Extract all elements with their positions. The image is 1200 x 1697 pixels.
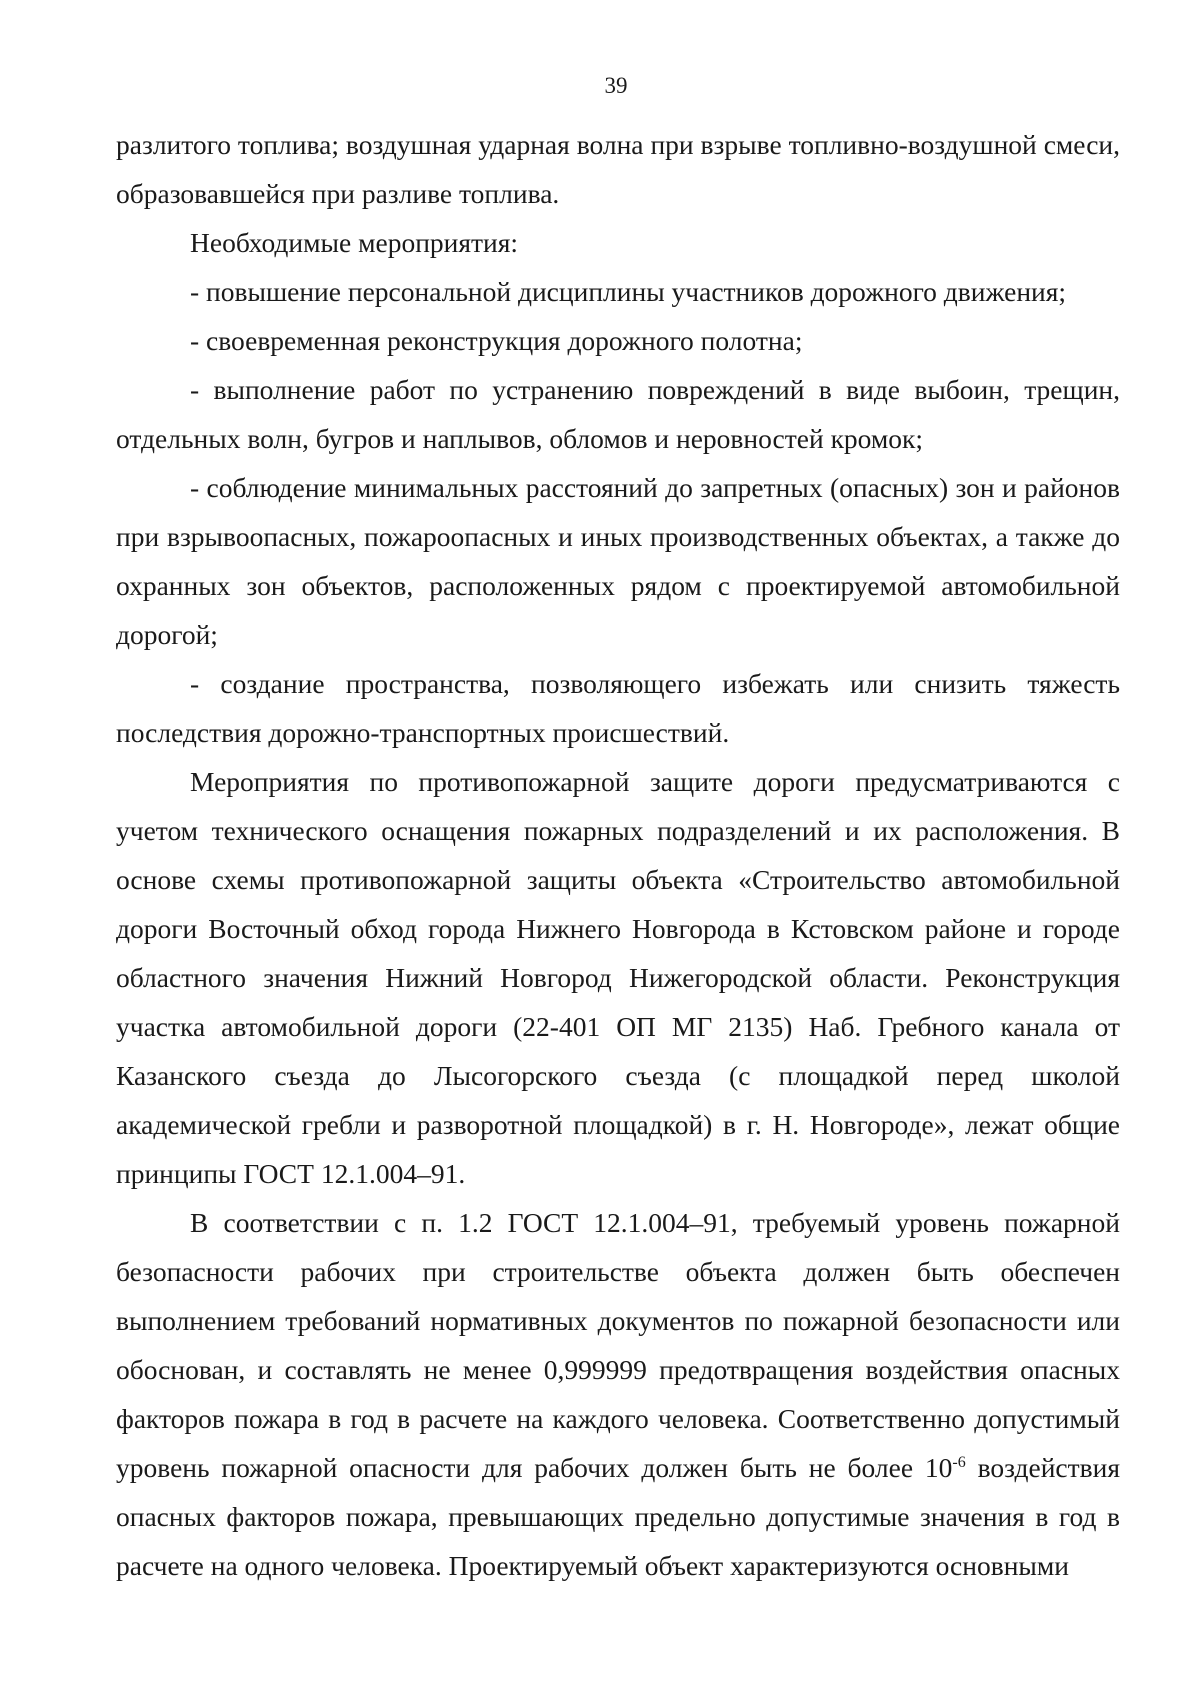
body-text (116, 120, 1120, 1590)
paragraph-continuation: разлитого топлива; воздушная ударная волна при взрыве топливно-воздушной смеси, образовавшейся при разливе топлива. (116, 129, 1120, 209)
list-item-discipline: - повышение персональной дисциплины участников дорожного движения; (190, 276, 1067, 307)
page-number: 39 (604, 73, 628, 98)
list-item-distances: - соблюдение минимальных расстояний до запретных (опасных) зон и районов при взрывоопасных, пожароопасных и иных производственных объектах, а также до охранных зон объектов, расположенных рядом с проектируемой автомобильной дорогой; (116, 472, 1120, 650)
gost-text-part2: воздействия опасных факторов пожара, превышающих предельно допустимые значения в год в расчете на одного человека. Проектируемый объект характеризуются основными (116, 1452, 1120, 1581)
paragraph-fire-protection: Мероприятия по противопожарной защите дороги предусматриваются с учетом технического оснащения пожарных подразделений и их расположения. В основе схемы противопожарной защиты объекта «Строительство автомобильной дороги Восточный обход города Нижнего Новгорода в Кстовском районе и городе областного значения Нижний Новгород Нижегородской области. Реконструкция участка автомобильной дороги (22-401 ОП МГ 2135) Наб. Гребного канала от Казанского съезда до Лысогорского съезда (с площадкой перед школой академической гребли и разворотной площадкой) в г. Н. Новгороде», лежат общие принципы ГОСТ 12.1.004–91. (116, 766, 1120, 1189)
exponent: -6 (952, 1453, 966, 1471)
paragraph-measures-heading: Необходимые мероприятия: (190, 227, 519, 258)
list-item-space: - создание пространства, позволяющего избежать или снизить тяжесть последствия дорожно-транспортных происшествий. (116, 668, 1120, 748)
list-item-reconstruction: - своевременная реконструкция дорожного полотна; (190, 325, 803, 356)
paragraph-gost-requirements (116, 1198, 1120, 1590)
list-item-repair-works: - выполнение работ по устранению повреждений в виде выбоин, трещин, отдельных волн, бугров и наплывов, обломов и неровностей кромок; (116, 374, 1120, 454)
gost-text-part1: В соответствии с п. 1.2 ГОСТ 12.1.004–91, требуемый уровень пожарной безопасности рабочих при строительстве объекта должен быть обеспечен выполнением требований нормативных документов по пожарной безопасности или обоснован, и составлять не менее 0,999999 предотвращения воздействия опасных факторов пожара в год в расчете на каждого человека. Соответственно допустимый уровень пожарной опасности для рабочих должен быть не более 10 (116, 1207, 1120, 1483)
